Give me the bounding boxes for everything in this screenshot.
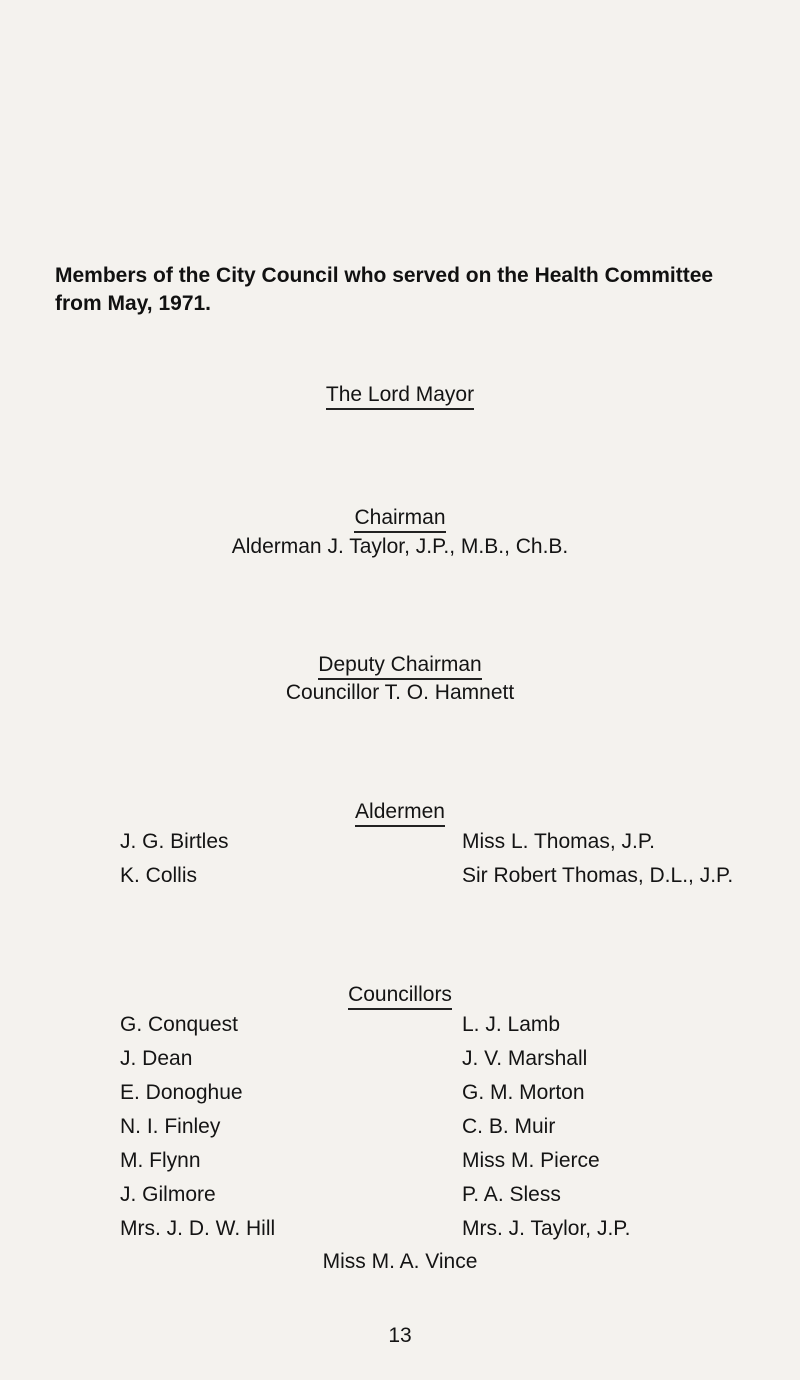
councillor-left-6: J. Gilmore bbox=[120, 1183, 216, 1206]
councillor-left-4: N. I. Finley bbox=[120, 1115, 221, 1138]
chairman-title: Chairman bbox=[354, 506, 445, 533]
councillor-last: Miss M. A. Vince bbox=[322, 1250, 478, 1273]
deputy-chairman-title-block bbox=[0, 652, 800, 680]
councillor-right-1: L. J. Lamb bbox=[462, 1013, 561, 1036]
deputy-chairman-title: Deputy Chairman bbox=[318, 653, 481, 680]
page-number: 13 bbox=[388, 1324, 412, 1347]
page-heading: Members of the City Council who served on the Health Committee from May, 1971. bbox=[55, 264, 714, 315]
councillor-left-7: Mrs. J. D. W. Hill bbox=[120, 1217, 276, 1240]
aldermen-right-2: Sir Robert Thomas, D.L., J.P. bbox=[462, 864, 734, 887]
councillor-right-3: G. M. Morton bbox=[462, 1081, 585, 1104]
councillor-left-1: G. Conquest bbox=[120, 1013, 238, 1036]
lord-mayor-title: The Lord Mayor bbox=[326, 383, 474, 410]
aldermen-title: Aldermen bbox=[355, 800, 445, 827]
aldermen-left-2: K. Collis bbox=[120, 864, 198, 887]
councillors-title: Councillors bbox=[348, 983, 452, 1010]
chairman-title-block bbox=[0, 505, 800, 533]
councillor-right-7: Mrs. J. Taylor, J.P. bbox=[462, 1217, 631, 1240]
aldermen-title-block bbox=[0, 799, 800, 827]
aldermen-left-1: J. G. Birtles bbox=[120, 830, 229, 853]
chairman-name: Alderman J. Taylor, J.P., M.B., Ch.B. bbox=[231, 535, 569, 558]
councillors-title-block bbox=[0, 982, 800, 1010]
councillor-right-4: C. B. Muir bbox=[462, 1115, 556, 1138]
aldermen-right-1: Miss L. Thomas, J.P. bbox=[462, 830, 655, 853]
lord-mayor-block bbox=[0, 382, 800, 410]
councillor-right-6: P. A. Sless bbox=[462, 1183, 561, 1206]
deputy-chairman-name: Councillor T. O. Hamnett bbox=[285, 681, 515, 704]
councillor-left-3: E. Donoghue bbox=[120, 1081, 243, 1104]
councillor-right-2: J. V. Marshall bbox=[462, 1047, 588, 1070]
councillor-left-5: M. Flynn bbox=[120, 1149, 201, 1172]
councillor-right-5: Miss M. Pierce bbox=[462, 1149, 600, 1172]
councillor-left-2: J. Dean bbox=[120, 1047, 193, 1070]
